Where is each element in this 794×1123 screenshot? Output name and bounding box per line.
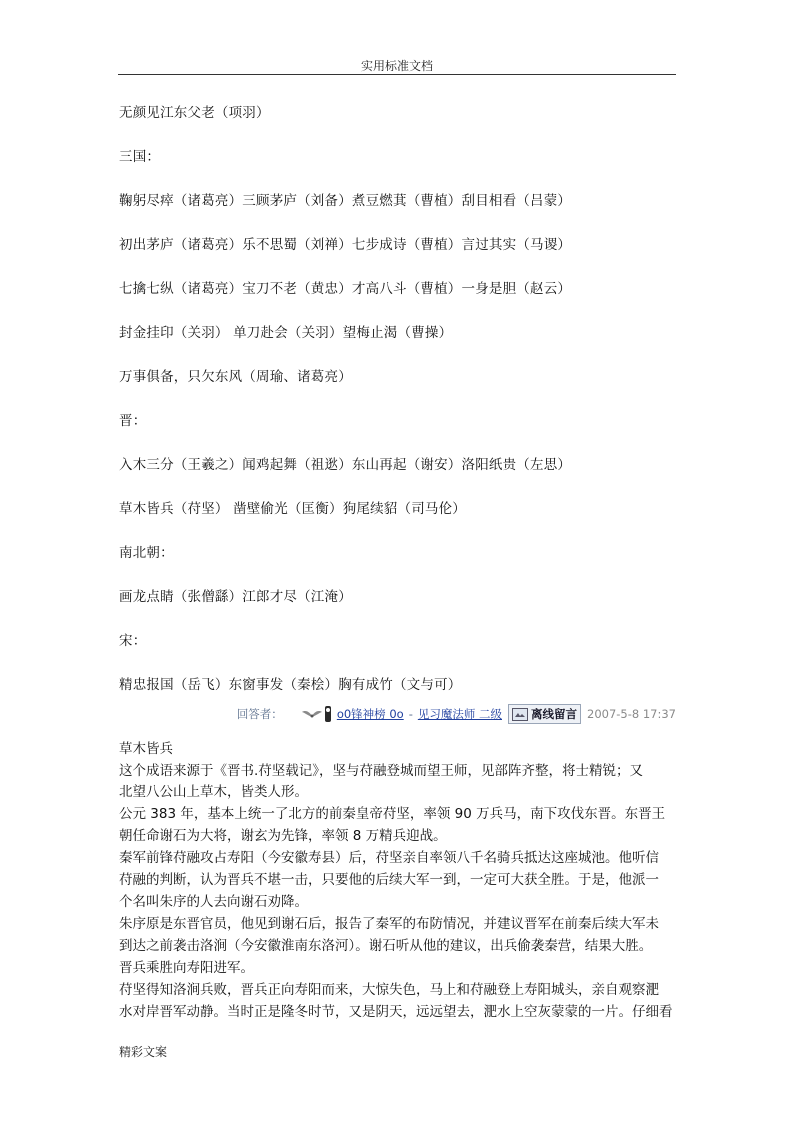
article-line: 水对岸晋军动静。当时正是隆冬时节，又是阴天，远远望去，淝水上空灰蒙蒙的一片。仔细看 <box>119 1004 673 1020</box>
idiom-line: 鞠躬尽瘁（诸葛亮）三顾茅庐（刘备）煮豆燃萁（曹植）刮目相看（吕蒙） <box>119 193 572 209</box>
reply-separator: - <box>408 707 413 721</box>
idiom-line: 无颜见江东父老（项羽） <box>119 105 270 121</box>
idiom-line: 草木皆兵（苻坚） 凿壁偷光（匡衡）狗尾续貂（司马伦） <box>119 501 466 517</box>
section-heading-jin: 晋： <box>119 413 147 429</box>
idiom-line: 封金挂印（关羽） 单刀赴会（关羽）望梅止渴（曹操） <box>119 325 453 341</box>
reply-label: 回答者： <box>236 707 283 721</box>
idiom-line: 画龙点睛（张僧繇）江郎才尽（江淹） <box>119 589 352 605</box>
message-icon <box>512 708 528 721</box>
idiom-line: 七擒七纵（诸葛亮）宝刀不老（黄忠）才高八斗（曹植）一身是胆（赵云） <box>119 281 572 297</box>
page-footer-text: 精彩文案 <box>119 1045 168 1059</box>
reply-info-bar <box>118 703 676 725</box>
article-line: 苻坚得知洛涧兵败，晋兵正向寿阳而来，大惊失色，马上和苻融登上寿阳城头，亲自观察淝 <box>119 982 659 998</box>
wings-icon <box>301 707 323 721</box>
section-heading-nanbeichao: 南北朝： <box>119 545 174 561</box>
article-line: 朱序原是东晋官员，他见到谢石后，报告了秦军的布防情况，并建议晋军在前秦后续大军未 <box>119 916 659 932</box>
article-line: 公元 383 年，基本上统一了北方的前秦皇帝苻坚，率领 90 万兵马，南下攻伐东晋。东晋王 <box>119 806 666 822</box>
article-line: 秦军前锋苻融攻占寿阳（今安徽寿县）后，苻坚亲自率领八千名骑兵抵达这座城池。他听信 <box>119 850 659 866</box>
header-divider <box>118 74 676 75</box>
article-title: 草木皆兵 <box>119 741 173 757</box>
article-line: 北望八公山上草木，皆类人形。 <box>119 784 308 800</box>
article-line: 朝任命谢石为大将，谢玄为先锋，率领 8 万精兵迎战。 <box>119 828 447 844</box>
user-rank-icon <box>301 705 333 723</box>
section-heading-sanguo: 三国： <box>119 149 161 165</box>
article-line: 苻融的判断，认为晋兵不堪一击，只要他的后续大军一到，一定可大获全胜。于是，他派一 <box>119 872 659 888</box>
offline-message-button[interactable] <box>508 704 581 724</box>
reply-rank-link[interactable]: 见习魔法师 二级 <box>417 707 502 721</box>
page-header-title: 实用标准文档 <box>360 59 433 73</box>
article-line: 晋兵乘胜向寿阳进军。 <box>119 960 254 976</box>
section-heading-song: 宋： <box>119 633 147 649</box>
reply-date: 2007-5-8 17:37 <box>587 707 676 721</box>
article-line: 个名叫朱序的人去向谢石劝降。 <box>119 894 308 910</box>
idiom-line: 精忠报国（岳飞）东窗事发（秦桧）胸有成竹（文与可） <box>119 677 462 693</box>
idiom-line: 入木三分（王羲之）闻鸡起舞（祖逖）东山再起（谢安）洛阳纸贵（左思） <box>119 457 572 473</box>
reply-username-link[interactable]: o0锋神榜 0o <box>336 707 404 721</box>
idiom-line: 万事俱备，只欠东风（周瑜、诸葛亮） <box>119 369 352 385</box>
article-line: 到达之前袭击洛涧（今安徽淮南东洛河）。谢石听从他的建议，出兵偷袭秦营，结果大胜。 <box>119 938 653 954</box>
idiom-line: 初出茅庐（诸葛亮）乐不思蜀（刘禅）七步成诗（曹植）言过其实（马谡） <box>119 237 572 253</box>
offline-message-label: 离线留言 <box>531 707 577 721</box>
article-line: 这个成语来源于《晋书.苻坚载记》，坚与苻融登城而望王师，见部阵齐整，将士精锐；又 <box>119 763 644 779</box>
user-avatar-icon <box>323 705 333 723</box>
